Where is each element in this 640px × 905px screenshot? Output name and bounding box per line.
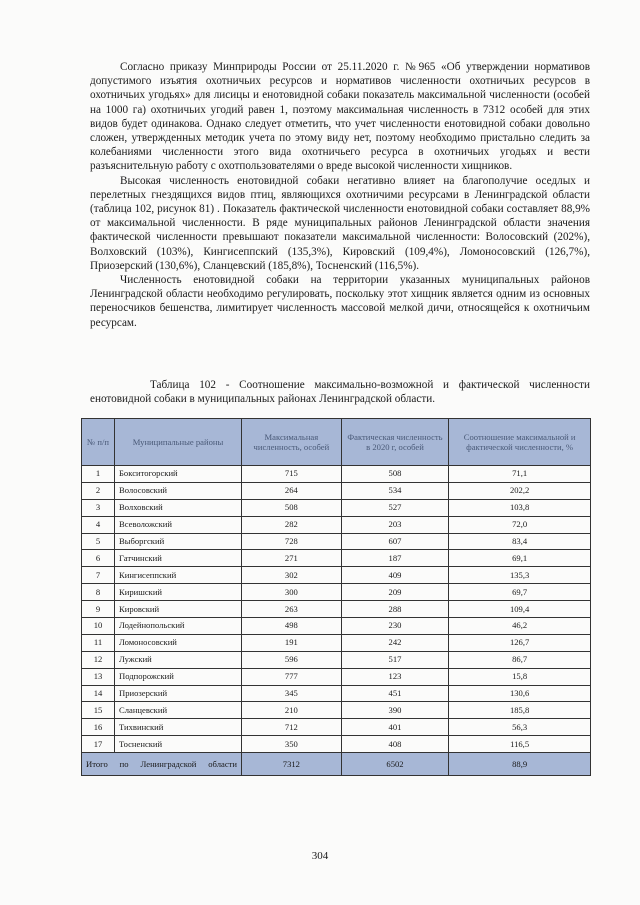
table-row <box>82 533 591 550</box>
table-row <box>82 719 591 736</box>
row-number: 17 <box>82 736 115 753</box>
row-actual: 123 <box>341 668 448 685</box>
row-ratio: 56,3 <box>449 719 591 736</box>
table-row <box>82 482 591 499</box>
row-district: Ломоносовский <box>115 634 242 651</box>
table-row <box>82 736 591 753</box>
row-number: 16 <box>82 719 115 736</box>
row-ratio: 202,2 <box>449 482 591 499</box>
row-number: 4 <box>82 516 115 533</box>
row-max: 191 <box>242 634 342 651</box>
row-actual: 209 <box>341 584 448 601</box>
row-ratio: 69,7 <box>449 584 591 601</box>
table-caption: Таблица 102 - Соотношение максимально-возможной и фактической численности енотовидной собаки в муниципальных районах Ленинградской области. <box>90 379 590 406</box>
row-max: 263 <box>242 601 342 618</box>
row-actual: 408 <box>341 736 448 753</box>
row-max: 264 <box>242 482 342 499</box>
table-row <box>82 550 591 567</box>
table-body <box>82 466 591 776</box>
row-max: 302 <box>242 567 342 584</box>
row-number: 13 <box>82 668 115 685</box>
row-actual: 187 <box>341 550 448 567</box>
table-row <box>82 567 591 584</box>
row-number: 11 <box>82 634 115 651</box>
row-number: 8 <box>82 584 115 601</box>
row-district: Волховский <box>115 499 242 516</box>
row-district: Приозерский <box>115 685 242 702</box>
total-label: Итого по Ленинградской области <box>82 753 242 776</box>
row-ratio: 69,1 <box>449 550 591 567</box>
row-ratio: 109,4 <box>449 601 591 618</box>
row-ratio: 71,1 <box>449 466 591 483</box>
header-ratio: Соотношение максимальной и фактической численности, % <box>449 419 591 466</box>
row-actual: 534 <box>341 482 448 499</box>
row-district: Сланцевский <box>115 702 242 719</box>
header-district: Муниципальные районы <box>115 419 242 466</box>
row-number: 14 <box>82 685 115 702</box>
row-actual: 288 <box>341 601 448 618</box>
table-header-row <box>82 419 591 466</box>
paragraph-2: Высокая численность енотовидной собаки негативно влияет на благополучие оседлых и перелетных гнездящихся видов птиц, являющихся охотничими ресурсами в Ленинградской области (таблица 102, рисунок 81) . Показатель фактической численности енотовидной собаки составляет 88,9% от максимальной численности. В ряде муниципальных районов Ленинградской области значения фактической численности превышают показатели максимальной численности: Волосовский (202%), Волховский (103%), Кингисеппский (135,3%), Кировский (109,4%), Ломоносовский (126,7%), Приозерский (130,6%), Сланцевский (185,8%), Тосненский (116,5%). <box>90 174 590 272</box>
row-number: 7 <box>82 567 115 584</box>
table-row <box>82 634 591 651</box>
row-actual: 607 <box>341 533 448 550</box>
header-number: № п/п <box>82 419 115 466</box>
row-ratio: 86,7 <box>449 651 591 668</box>
data-table <box>81 418 591 776</box>
row-max: 350 <box>242 736 342 753</box>
table-row <box>82 651 591 668</box>
header-max: Максимальная численность, особей <box>242 419 342 466</box>
row-max: 498 <box>242 618 342 635</box>
row-max: 596 <box>242 651 342 668</box>
row-ratio: 46,2 <box>449 618 591 635</box>
row-ratio: 72,0 <box>449 516 591 533</box>
row-district: Гатчинский <box>115 550 242 567</box>
row-district: Тосненский <box>115 736 242 753</box>
table-row <box>82 466 591 483</box>
row-max: 777 <box>242 668 342 685</box>
row-district: Кировский <box>115 601 242 618</box>
body-text <box>90 60 590 330</box>
row-actual: 527 <box>341 499 448 516</box>
row-number: 10 <box>82 618 115 635</box>
page-number: 304 <box>311 850 329 862</box>
row-max: 712 <box>242 719 342 736</box>
total-max: 7312 <box>242 753 342 776</box>
row-actual: 203 <box>341 516 448 533</box>
row-actual: 230 <box>341 618 448 635</box>
row-ratio: 15,8 <box>449 668 591 685</box>
total-actual: 6502 <box>341 753 448 776</box>
table-total-row <box>82 753 591 776</box>
table-row <box>82 618 591 635</box>
row-ratio: 130,6 <box>449 685 591 702</box>
row-number: 5 <box>82 533 115 550</box>
table-row <box>82 601 591 618</box>
row-max: 728 <box>242 533 342 550</box>
row-district: Тихвинский <box>115 719 242 736</box>
row-number: 3 <box>82 499 115 516</box>
row-number: 12 <box>82 651 115 668</box>
row-max: 508 <box>242 499 342 516</box>
row-max: 345 <box>242 685 342 702</box>
row-district: Подпорожский <box>115 668 242 685</box>
table-row <box>82 702 591 719</box>
table-row <box>82 584 591 601</box>
row-actual: 401 <box>341 719 448 736</box>
row-district: Выборгский <box>115 533 242 550</box>
row-district: Лужский <box>115 651 242 668</box>
row-district: Киришский <box>115 584 242 601</box>
row-ratio: 103,8 <box>449 499 591 516</box>
row-actual: 390 <box>341 702 448 719</box>
row-ratio: 185,8 <box>449 702 591 719</box>
row-district: Кингисеппский <box>115 567 242 584</box>
header-actual: Фактическая численность в 2020 г, особей <box>341 419 448 466</box>
table-row <box>82 668 591 685</box>
row-ratio: 116,5 <box>449 736 591 753</box>
row-max: 271 <box>242 550 342 567</box>
row-number: 9 <box>82 601 115 618</box>
row-actual: 451 <box>341 685 448 702</box>
row-actual: 508 <box>341 466 448 483</box>
row-number: 6 <box>82 550 115 567</box>
total-ratio: 88,9 <box>449 753 591 776</box>
table-row <box>82 499 591 516</box>
paragraph-1: Согласно приказу Минприроды России от 25.11.2020 г. №965 «Об утверждении нормативов допустимого изъятия охотничьих ресурсов и нормативов численности охотничьих ресурсов в охотничьих угодьях» для лисицы и енотовидной собаки показатель максимальной численности (особей на 1000 га) охотничьих угодий равен 1, поэтому максимальная численность в 7312 особей для этих видов будет одинакова. Однако следует отметить, что учет численности енотовидной собаки довольно сложен, утвержденных методик учета по этому виду нет, поэтому необходимо пристально следить за колебаниями численности этого вида охотничьего ресурса в охотничьих угодьях и вести разъяснительную работу с охотпользователями о вреде высокой численности хищников. <box>90 61 590 173</box>
table-row <box>82 516 591 533</box>
row-number: 15 <box>82 702 115 719</box>
row-max: 300 <box>242 584 342 601</box>
row-max: 210 <box>242 702 342 719</box>
row-actual: 517 <box>341 651 448 668</box>
row-max: 282 <box>242 516 342 533</box>
paragraph-3: Численность енотовидной собаки на территории указанных муниципальных районов Ленинградской области необходимо регулировать, поскольку этот хищник является одним из основных переносчиков бешенства, лимитирует численность массовой мелкой дичи, относящейся к охотничьим ресурсам. <box>90 274 590 329</box>
row-ratio: 83,4 <box>449 533 591 550</box>
row-number: 1 <box>82 466 115 483</box>
row-number: 2 <box>82 482 115 499</box>
row-district: Волосовский <box>115 482 242 499</box>
row-actual: 242 <box>341 634 448 651</box>
row-max: 715 <box>242 466 342 483</box>
row-district: Бокситогорский <box>115 466 242 483</box>
row-ratio: 126,7 <box>449 634 591 651</box>
row-actual: 409 <box>341 567 448 584</box>
row-ratio: 135,3 <box>449 567 591 584</box>
table-row <box>82 685 591 702</box>
row-district: Всеволожский <box>115 516 242 533</box>
row-district: Лодейнопольский <box>115 618 242 635</box>
